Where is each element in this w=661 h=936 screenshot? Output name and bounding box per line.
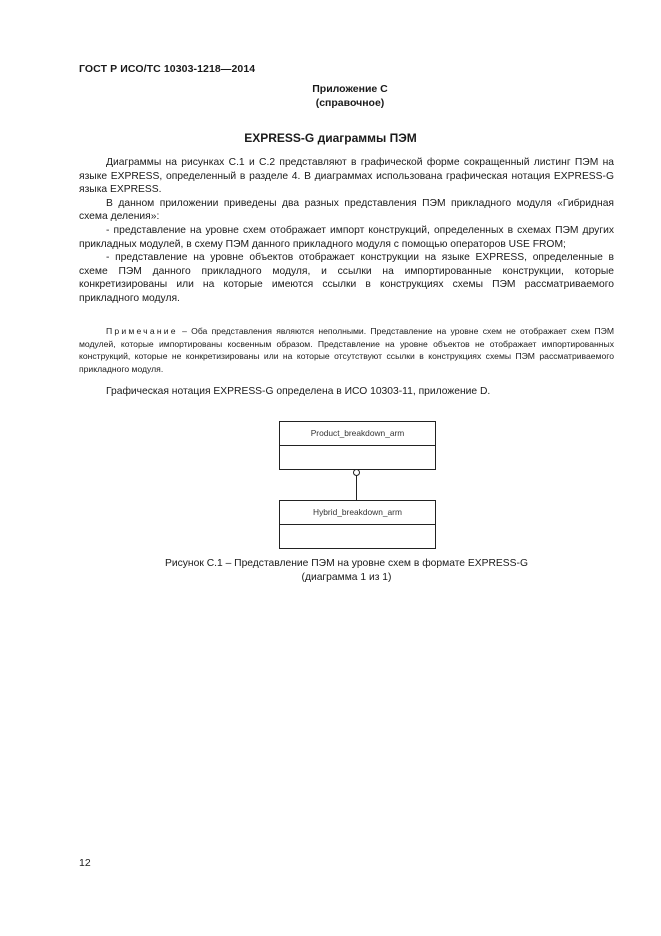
figure-caption [79,557,614,584]
section-title: EXPRESS-G диаграммы ПЭМ [244,131,417,145]
document-header: ГОСТ Р ИСО/ТС 10303-1218—2014 [79,63,256,75]
body-text [79,156,614,306]
annex-subtitle: (справочное) [315,97,385,109]
caption-line: (диаграмма 1 из 1) [301,571,392,583]
entity-box-product-breakdown [279,421,436,470]
use-from-connector-line [356,475,357,500]
caption-line: Рисунок С.1 – Представление ПЭМ на уровне схем в формате EXPRESS-G [165,558,528,569]
entity-name: Hybrid_breakdown_arm [280,501,435,525]
annex-heading [300,82,400,110]
note-text: – Оба представления являются неполными. Представление на уровне схем не отображает схем ПЭМ модулей, которые импортированы косвенным образом. Представление на уровне объектов не отображает импортированных конструкций, которые не конкретизированы или на которые отсутствуют ссылки в конструкциях схемы ПЭМ рассматриваемого прикладного модуля. [79,326,614,374]
note [79,325,614,375]
paragraph: Диаграммы на рисунках С.1 и С.2 представляют в графической форме сокращенный листинг ПЭМ на языке EXPRESS, определенный в разделе 4. В диаграммах использована графическая нотация EXPRESS-G языка EXPRESS. [79,157,614,196]
note-label: Примечание [106,326,178,336]
note-paragraph [79,325,614,375]
page-number: 12 [79,857,91,869]
annex-title: Приложение С [312,83,388,95]
entity-box-hybrid-breakdown [279,500,436,549]
notation-reference: Графическая нотация EXPRESS-G определена в ИСО 10303-11, приложение D. [106,386,491,397]
paragraph: В данном приложении приведены два разных представления ПЭМ прикладного модуля «Гибридная схема деления»: [79,197,614,223]
relationship-circle-icon [353,469,360,476]
entity-name: Product_breakdown_arm [280,422,435,446]
paragraph: - представление на уровне объектов отображает конструкции на языке EXPRESS, определенные в схеме ПЭМ данного прикладного модуля, и ссылки на импортированные конструкции, которые конкретизированы или на которые имеются ссылки в конструкциях схемы ПЭМ рассматриваемого прикладного модуля. [79,252,614,304]
paragraph: - представление на уровне схем отображает импорт конструкций, определенных в схемах ПЭМ других прикладных модулей, в схему ПЭМ данного прикладного модуля с помощью операторов USE FROM; [79,224,614,250]
